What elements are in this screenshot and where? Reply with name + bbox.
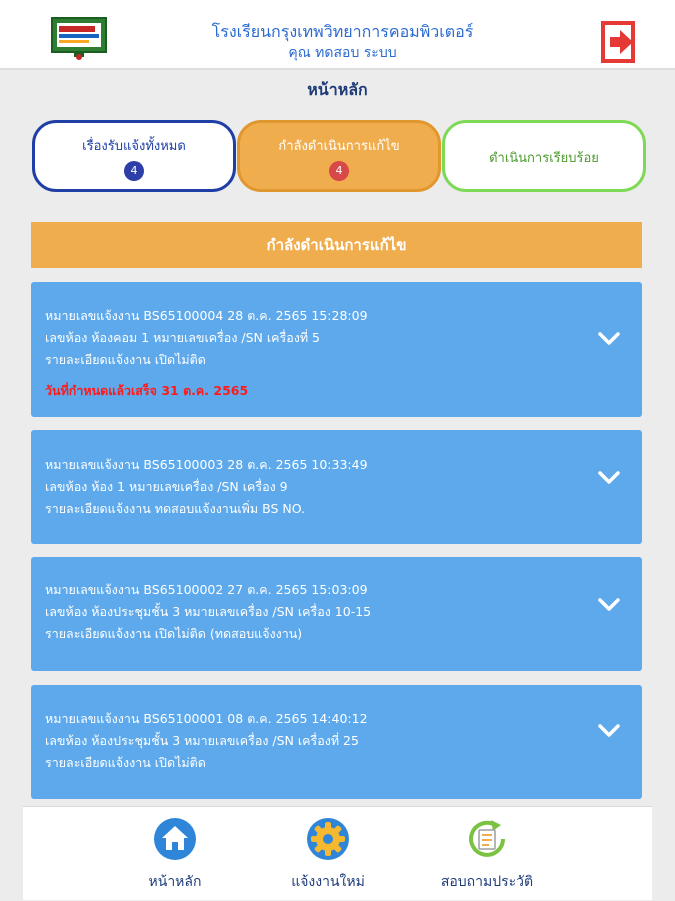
ticket-number-line: หมายเลขแจ้งงาน BS65100003 28 ต.ค. 2565 10:33:49 xyxy=(45,457,368,472)
ticket-card[interactable] xyxy=(31,685,642,799)
chevron-down-icon[interactable] xyxy=(597,597,621,613)
ticket-detail-line: รายละเอียดแจ้งงาน เปิดไม่ติด xyxy=(45,352,206,367)
chevron-down-icon[interactable] xyxy=(597,331,621,347)
ticket-card[interactable] xyxy=(31,430,642,544)
ticket-detail-line: รายละเอียดแจ้งงาน เปิดไม่ติด (ทดสอบแจ้งงาน) xyxy=(45,626,303,641)
chevron-down-icon[interactable] xyxy=(597,723,621,739)
history-icon xyxy=(465,817,509,861)
school-name: โรงเรียนกรุงเทพวิทยาการคอมพิวเตอร์ xyxy=(211,22,474,41)
ticket-card[interactable] xyxy=(31,557,642,671)
nav-label: สอบถามประวัติ xyxy=(440,874,534,890)
ticket-detail-line: รายละเอียดแจ้งงาน เปิดไม่ติด xyxy=(45,755,206,770)
tab-all-reports[interactable] xyxy=(32,120,236,192)
ticket-card[interactable] xyxy=(31,282,642,417)
user-name: คุณ ทดสอบ ระบบ xyxy=(288,45,397,61)
bottom-nav xyxy=(23,806,652,900)
gear-wrench-icon xyxy=(306,817,350,861)
ticket-detail-line: รายละเอียดแจ้งงาน ทดสอบแจ้งงานเพิ่ม BS NO. xyxy=(45,501,306,516)
ticket-room-line: เลขห้อง ห้องประชุมชั้น 3 หมายเลขเครื่อง /SN เครื่อง 10-15 xyxy=(45,604,372,619)
home-icon xyxy=(153,817,197,861)
count-badge: 4 xyxy=(124,161,144,181)
ticket-room-line: เลขห้อง ห้อง 1 หมายเลขเครื่อง /SN เครื่อง 9 xyxy=(45,479,288,494)
tab-label: ดำเนินการเรียบร้อย xyxy=(489,151,599,166)
tab-in-progress[interactable] xyxy=(237,120,441,192)
nav-label: แจ้งงานใหม่ xyxy=(291,874,365,890)
ticket-due-date: วันที่กำหนดแล้วเสร็จ 31 ต.ค. 2565 xyxy=(45,383,249,398)
section-title: กำลังดำเนินการแก้ไข xyxy=(31,222,642,268)
nav-history[interactable] xyxy=(392,807,582,901)
tab-completed[interactable] xyxy=(442,120,646,192)
app-header xyxy=(0,0,675,70)
ticket-room-line: เลขห้อง ห้องประชุมชั้น 3 หมายเลขเครื่อง /SN เครื่องที่ 25 xyxy=(45,733,359,748)
page-title: หน้าหลัก xyxy=(307,80,368,99)
tab-label: กำลังดำเนินการแก้ไข xyxy=(278,139,400,154)
chevron-down-icon[interactable] xyxy=(597,470,621,486)
nav-label: หน้าหลัก xyxy=(148,874,202,890)
ticket-number-line: หมายเลขแจ้งงาน BS65100001 08 ต.ค. 2565 14:40:12 xyxy=(45,711,368,726)
ticket-room-line: เลขห้อง ห้องคอม 1 หมายเลขเครื่อง /SN เครื่องที่ 5 xyxy=(45,330,320,345)
logout-icon[interactable] xyxy=(600,20,638,64)
count-badge: 4 xyxy=(329,161,349,181)
tab-label: เรื่องรับแจ้งทั้งหมด xyxy=(82,139,186,154)
ticket-number-line: หมายเลขแจ้งงาน BS65100004 28 ต.ค. 2565 15:28:09 xyxy=(45,308,368,323)
school-logo-icon xyxy=(48,16,112,60)
ticket-number-line: หมายเลขแจ้งงาน BS65100002 27 ต.ค. 2565 15:03:09 xyxy=(45,582,368,597)
